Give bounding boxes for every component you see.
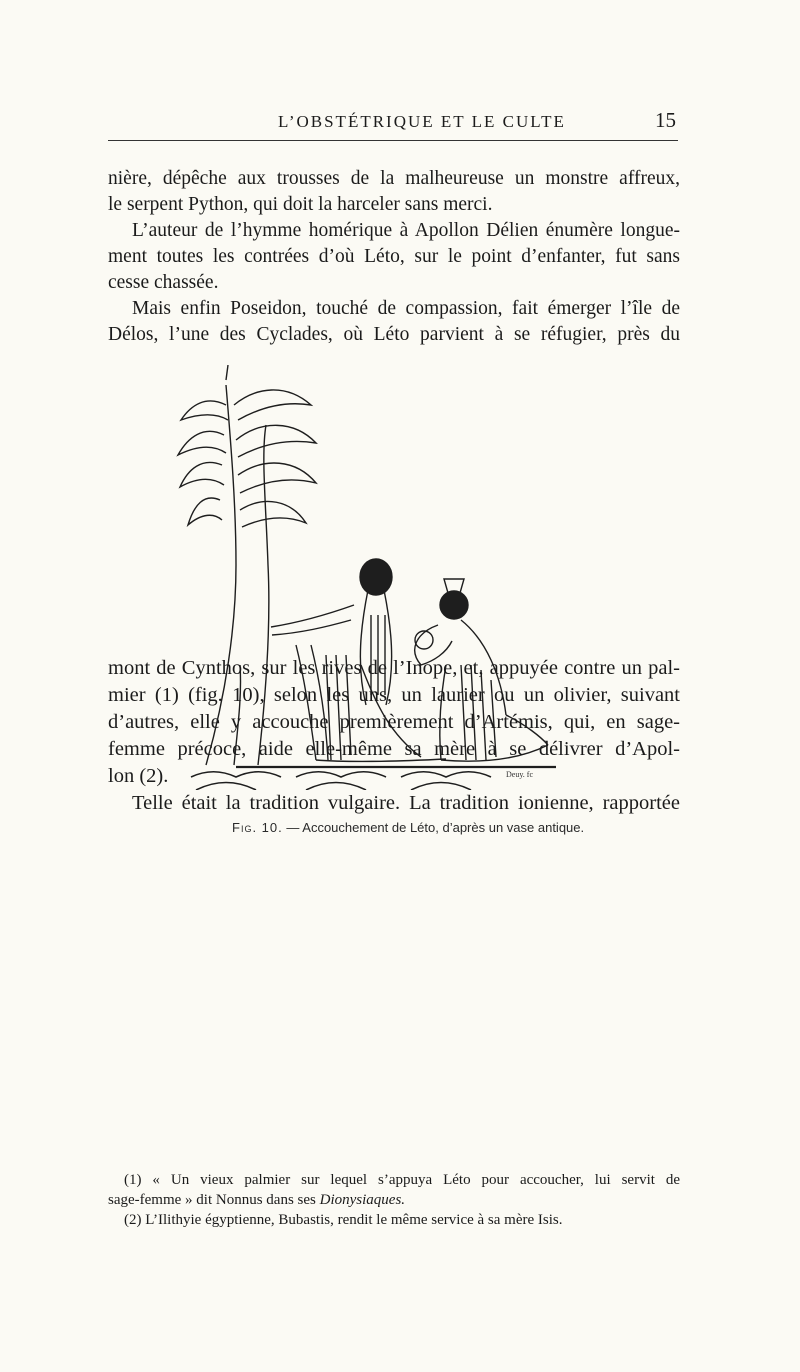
running-head: L’OBSTÉTRIQUE ET LE CULTE <box>278 112 566 131</box>
text-line: cesse chassée. <box>108 272 219 293</box>
text-line: lon (2). <box>108 765 169 787</box>
paragraph-1 <box>108 166 680 348</box>
footnote-1-line: (1) « Un vieux palmier sur lequel s’appuya Léto pour accoucher, lui servit de <box>124 1172 680 1188</box>
text-line: Telle était la tradition vulgaire. La tradition ionienne, rapportée <box>132 792 680 814</box>
figure-caption-text: — Accouchement de Léto, d’après un vase antique. <box>286 820 585 835</box>
text-line: Mais enfin Poseidon, touché de compassion, fait émerger l’île de <box>132 298 680 319</box>
text-line: femme précoce, aide elle-même sa mère à se délivrer d’Apol- <box>108 738 680 760</box>
text-line: le serpent Python, qui doit la harceler sans merci. <box>108 194 493 215</box>
page-header <box>108 104 678 140</box>
text-line: mont de Cynthos, sur les rives de l’Inope, et, appuyée contre un pal- <box>108 657 680 679</box>
paragraph-2 <box>108 655 680 817</box>
text-line: L’auteur de l’hymme homérique à Apollon Délien énumère longue- <box>132 220 680 241</box>
footnote-1-line <box>108 1190 680 1210</box>
footnote-2: (2) L’Ilithyie égyptienne, Bubastis, rendit le même service à sa mère Isis. <box>124 1212 563 1228</box>
footnotes <box>108 1170 680 1230</box>
page-number: 15 <box>655 108 676 132</box>
figure-caption <box>232 820 584 835</box>
artist-signature: Deuy. fc <box>506 770 534 779</box>
text-line: nière, dépêche aux trousses de la malheureuse un monstre affreux, <box>108 168 680 189</box>
text-line: ment toutes les contrées d’où Léto, sur le point d’enfanter, fut sans <box>108 246 680 267</box>
footnote-book-title: Dionysiaques. <box>319 1192 406 1208</box>
text-line: Délos, l’une des Cyclades, où Léto parvient à se réfugier, près du <box>108 324 680 345</box>
figure-label: Fig. 10. <box>232 820 283 835</box>
footnote-text: sage-femme » dit Nonnus dans ses <box>108 1192 320 1208</box>
text-line: mier (1) (fig. 10), selon les uns, un laurier ou un olivier, suivant <box>108 684 680 706</box>
header-rule <box>108 140 678 141</box>
text-line: d’autres, elle y accouche premièrement d’Artémis, qui, en sage- <box>108 711 680 733</box>
